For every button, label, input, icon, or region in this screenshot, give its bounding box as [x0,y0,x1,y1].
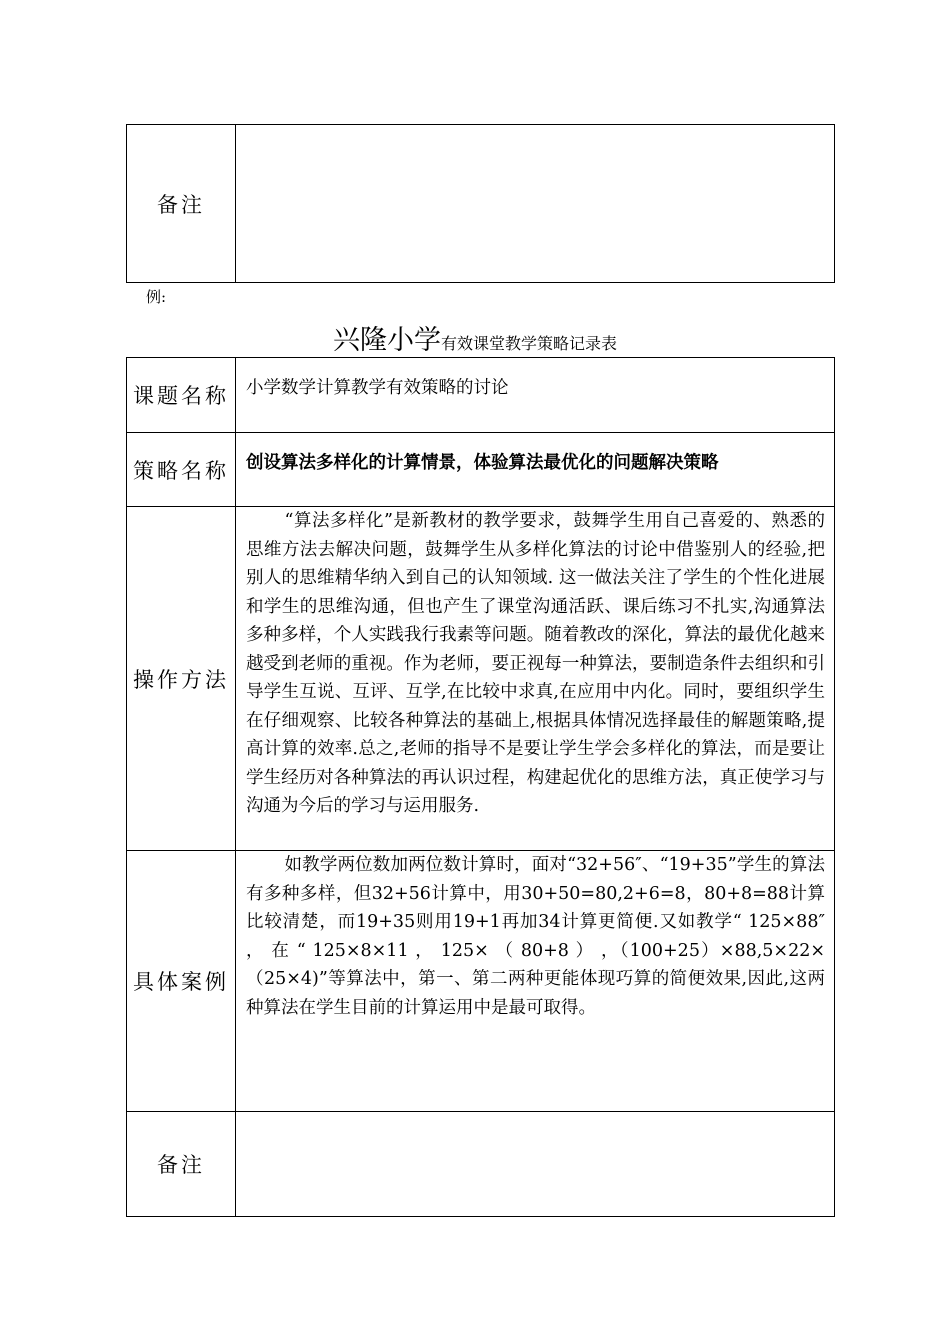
remark-label: 备注 [127,1112,236,1217]
strategy-cell [236,433,835,507]
remark-label: 备注 [127,125,236,283]
case-label: 具体案例 [127,851,236,1112]
strategy-record-table [126,357,835,1217]
method-cell [236,507,835,851]
method-label: 操作方法 [127,507,236,851]
previous-record-table [126,124,835,283]
example-label: 例: [146,288,167,306]
method-row [127,507,835,851]
strategy-row [127,433,835,507]
topic-row [127,358,835,433]
remark-cell [236,1112,835,1217]
strategy-value: 创设算法多样化的计算情景，体验算法最优化的问题解决策略 [246,453,719,473]
method-value: “算法多样化”是新教材的教学要求，鼓舞学生用自己喜爱的、熟悉的思维方法去解决问题，鼓舞学生从多样化算法的讨论中借鉴别人的经验,把别人的思维精华纳入到自己的认知领域. 这一做法关注了学生的个性化进展和学生的思维沟通，但也产生了课堂沟通活跃、课后练习不扎实,沟通算法多种多样，个人实践我行我素等问题。随着教改的深化，算法的最优化越来越受到老师的重视。作为老师，要正视每一种算法，要制造条件去组织和引导学生互说、互评、互学,在比较中求真,在应用中内化。同时，要组织学生在仔细观察、比较各种算法的基础上,根据具体情况选择最佳的解题策略,提高计算的效率.总之,老师的指导不是要让学生学会多样化的算法，而是要让学生经历对各种算法的再认识过程，构建起优化的思维方法，真正使学习与沟通为今后的学习与运用服务. [246,511,825,816]
case-cell [236,851,835,1112]
topic-cell [236,358,835,433]
strategy-label: 策略名称 [127,433,236,507]
remark-row [127,1112,835,1217]
form-title: 有效课堂教学策略记录表 [440,334,617,353]
school-name: 兴隆小学 [332,325,441,356]
topic-value: 小学数学计算教学有效策略的讨论 [246,378,509,398]
case-value: 如教学两位数加两位数计算时，面对“32+56″、“19+35”学生的算法有多种多样，但32+56计算中，用30+50=80,2+6=8，80+8=88计算比较清楚，而19+35则用19+1再加34计算更简便.又如教学“ 125×88″ ， 在 “ 125×8×11 ， 125× （ 80+8 ） ，（100+25）×88,5×22×（25×4)”等算法中，第一、第二两种更能体现巧算的简便效果,因此,这两种算法在学生目前的计算运用中是最可取得。 [246,855,825,1018]
topic-label: 课题名称 [127,358,236,433]
case-row [127,851,835,1112]
page-title [0,318,950,357]
remark-cell [236,125,835,283]
